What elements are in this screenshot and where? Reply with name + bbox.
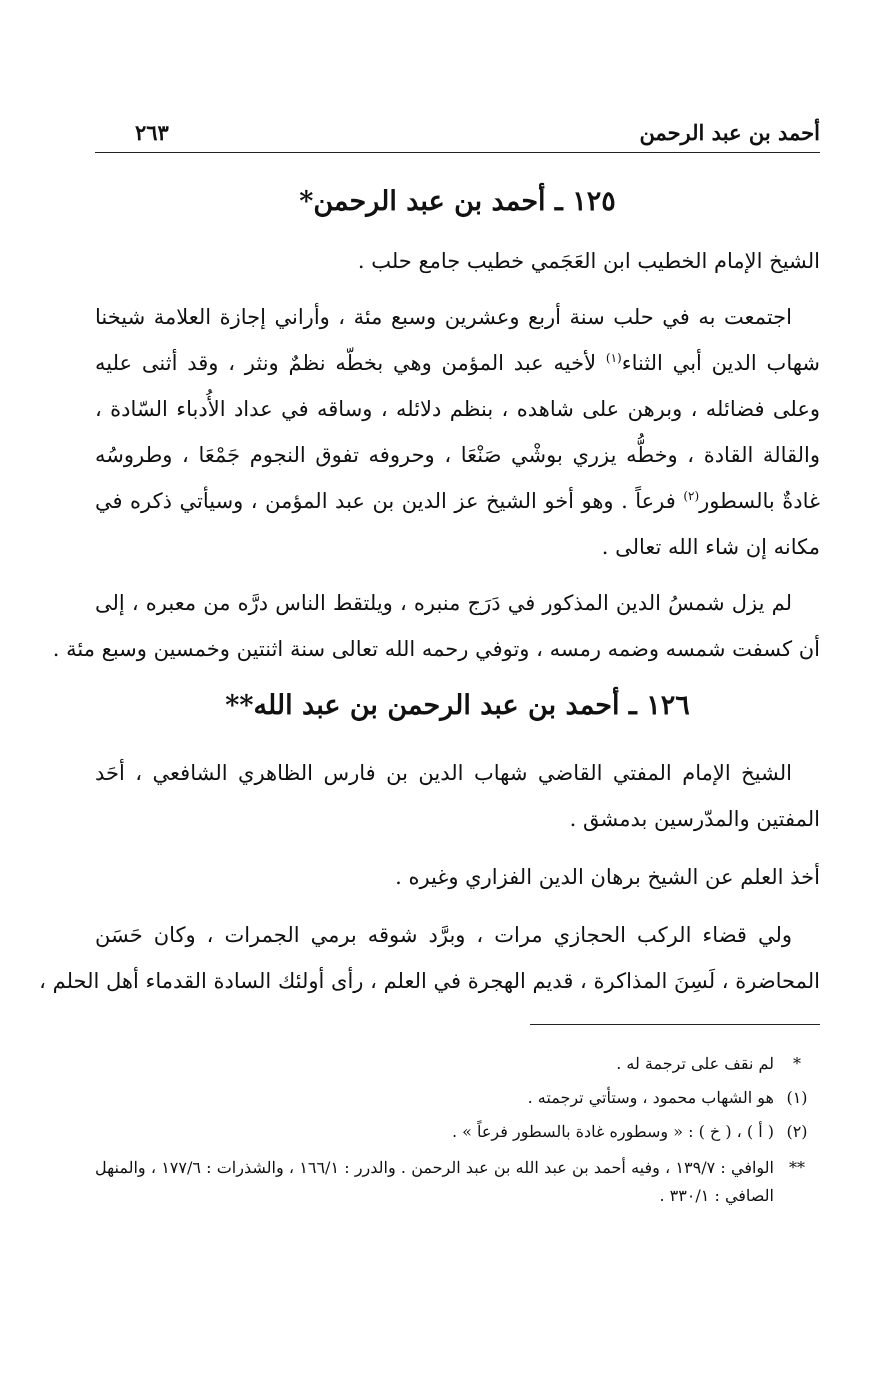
entry-125-paragraph-2	[95, 294, 820, 570]
text-line: لم يزل شمسُ الدين المذكور في دَرَج منبره ، ويلتقط الناس درَّه من معبره ، إلى	[95, 591, 792, 615]
entry-126-paragraph-2	[95, 854, 848, 900]
text-segment: لأخيه عبد المؤمن وهي بخطّه نظمٌ ونثر ، وقد أثنى عليه	[95, 351, 597, 375]
text-line: اجتمعت به في حلب سنة أربع وعشرين وسبع مئة ، وأراني إجازة العلامة شيخنا	[95, 305, 792, 329]
footnote	[95, 1084, 820, 1112]
entry-125-paragraph-1	[95, 238, 848, 284]
text-line: ولي قضاء الركب الحجازي مرات ، وبرَّد شوقه برمي الجمرات ، وكان حَسَن	[95, 923, 792, 947]
footnote-text: هو الشهاب محمود ، وستأتي ترجمته .	[527, 1088, 774, 1107]
text-line: وعلى فضائله ، وبرهن على شاهده ، بنظم دلائله ، وساقه في عداد الأُدباء السّادة ،	[95, 397, 820, 421]
text-line	[95, 478, 820, 524]
text-line: مكانه إن شاء الله تعالى .	[601, 535, 820, 559]
footnote-marker: (٢)	[786, 1122, 808, 1141]
text-line: المحاضرة ، لَسِنَ المذاكرة ، قديم الهجرة في العلم ، رأى أولئك السادة القدماء أهل الحلم ،	[39, 969, 820, 993]
text-segment: شهاب الدين أبي الثناء	[621, 351, 820, 375]
text-line: والقالة القادة ، وخطُّه يزري بوشْي صَنْعَا ، وحروفه تفوق النجوم جَمْعَا ، وطروسُه	[95, 443, 820, 467]
footnote-text: الوافي : ١٣٩/٧ ، وفيه أحمد بن عبد الله بن عبد الرحمن . والدرر : ١٦٦/١ ، والشذرات : ١٧٧/٦ ، والمنهل الصافي : ٣٣٠/١ .	[95, 1158, 774, 1205]
entry-126-paragraph-1	[95, 750, 820, 842]
entry-125-heading: ١٢٥ ـ أحمد بن عبد الرحمن*	[299, 186, 616, 217]
text-segment: فرعاً . وهو أخو الشيخ عز الدين بن عبد المؤمن ، وسيأتي ذكره في	[95, 489, 676, 513]
text-line	[95, 340, 820, 386]
entry-126-heading: ١٢٦ ـ أحمد بن عبد الرحمن بن عبد الله**	[225, 690, 690, 721]
footnote	[95, 1118, 820, 1146]
text-line: الشيخ الإمام الخطيب ابن العَجَمي خطيب جامع حلب .	[357, 249, 820, 273]
running-header-title: أحمد بن عبد الرحمن	[639, 120, 820, 145]
footnote-ref: (١)	[605, 351, 622, 365]
footnote-ref: (٢)	[683, 489, 700, 503]
footnote	[95, 1050, 820, 1078]
footnote-marker: (١)	[786, 1088, 808, 1107]
entry-126-paragraph-3	[39, 912, 820, 1004]
footnote-text: لم نقف على ترجمة له .	[616, 1054, 774, 1073]
running-header	[95, 118, 820, 153]
footnote-text: ( أ ) ، ( خ ) : « وسطوره غادة بالسطور فرعاً » .	[451, 1122, 774, 1141]
text-segment: غادةٌ بالسطور	[699, 489, 820, 513]
text-line: أن كسفت شمسه وضمه رمسه ، وتوفي رحمه الله تعالى سنة اثنتين وخمسين وسبع مئة .	[52, 637, 820, 661]
text-line: الشيخ الإمام المفتي القاضي شهاب الدين بن فارس الظاهري الشافعي ، أحَد	[95, 761, 792, 785]
footnote-marker: **	[789, 1158, 805, 1177]
footnote	[95, 1154, 820, 1210]
page-number: ٢٦٣	[135, 120, 169, 145]
text-line: أخذ العلم عن الشيخ برهان الدين الفزاري وغيره .	[395, 865, 820, 889]
footnote-marker: *	[793, 1054, 801, 1073]
text-line: المفتين والمدّرسين بدمشق .	[569, 807, 820, 831]
entry-125-paragraph-3	[52, 580, 820, 672]
footnote-separator	[530, 1024, 820, 1025]
